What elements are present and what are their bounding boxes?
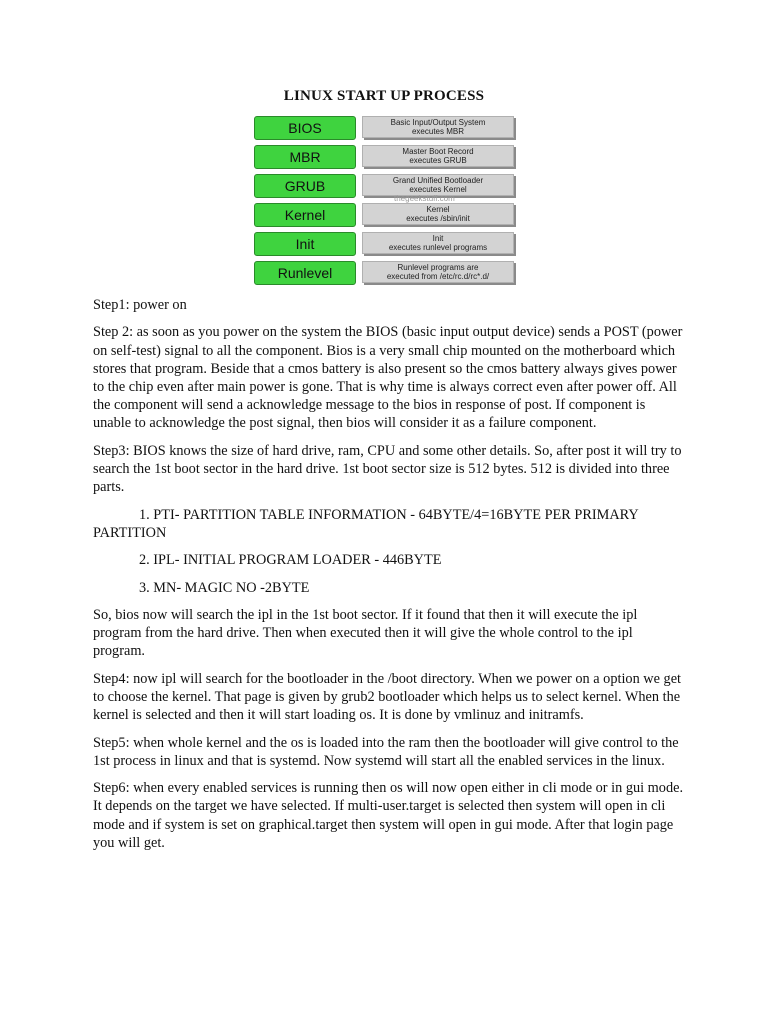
stage-grub: GRUB (254, 174, 356, 198)
paragraph-step4: Step4: now ipl will search for the bootloader in the /boot directory. When we power on a option we get to choose the kernel. That page is given by grub2 bootloader which helps us to select kernel. When the kernel is selected and then it will start loading os. It is done by vmlinuz and initramfs. (93, 670, 682, 724)
document-body (93, 296, 683, 861)
paragraph-step6: Step6: when every enabled services is running then os will now open either in cli mode or in gui mode. It depends on the target we have selected. If multi-user.target is selected then system will open in cli mode and if system is set on graphical.target then system will open in gui mode. After that login page you will get. (93, 780, 684, 851)
stage-mbr: MBR (254, 145, 356, 169)
diagram-row-grub (252, 174, 518, 198)
stage-runlevel-desc: Runlevel programs are executed from /etc/rc.d/rc*.d/ (362, 261, 514, 283)
stage-runlevel: Runlevel (254, 261, 356, 285)
paragraph-step2: Step 2: as soon as you power on the system the BIOS (basic input output device) sends a POST (power on self-test) signal to all the component. Bios is a very small chip mounted on the motherboard which stores that program. Beside that a cmos battery is also present so the cmos battery always gives power to the chip even after main power is gone. That is why time is always correct even after power off. All the component will send a acknowledge message to the bios in response of post. If component is unable to acknowledge the post signal, then bios will consider it as a failure component. (93, 324, 683, 432)
stage-kernel-desc: Kernel executes /sbin/init (362, 203, 514, 225)
diagram-watermark: thegeekstuff.com (394, 194, 455, 203)
stage-kernel: Kernel (254, 203, 356, 227)
diagram-row-init (252, 232, 518, 256)
stage-grub-desc: Grand Unified Bootloader executes Kernel (362, 174, 514, 196)
stage-init-desc: Init executes runlevel programs (362, 232, 514, 254)
stage-mbr-desc: Master Boot Record executes GRUB (362, 145, 514, 167)
paragraph-step3: Step3: BIOS knows the size of hard drive, ram, CPU and some other details. So, after post it will try to search the 1st boot sector in the hard drive. 1st boot sector size is 512 bytes. 512 is divided into three parts. (93, 442, 682, 496)
diagram-row-bios (252, 116, 518, 140)
stage-bios-desc: Basic Input/Output System executes MBR (362, 116, 514, 138)
paragraph-step1: Step1: power on (93, 297, 187, 313)
paragraph-step5: Step5: when whole kernel and the os is loaded into the ram then the bootloader will give control to the 1st process in linux and that is systemd. Now systemd will start all the enabled services in the linux. (93, 734, 679, 769)
diagram-row-kernel (252, 203, 518, 227)
stage-init: Init (254, 232, 356, 256)
stage-bios: BIOS (254, 116, 356, 140)
list-item-ipl: 2. IPL- INITIAL PROGRAM LOADER - 446BYTE (139, 552, 442, 569)
list-item-mn: 3. MN- MAGIC NO -2BYTE (139, 579, 310, 596)
diagram-row-mbr (252, 145, 518, 169)
diagram-row-runlevel (252, 261, 518, 285)
page-title: LINUX START UP PROCESS (283, 88, 485, 104)
paragraph-ipl-search: So, bios now will search the ipl in the 1st boot sector. If it found that then it will execute the ipl program from the hard drive. Then when executed then it will give the whole control to the ipl program. (93, 606, 638, 660)
boot-process-diagram (252, 114, 518, 289)
list-item-pti: 1. PTI- PARTITION TABLE INFORMATION - 64BYTE/4=16BYTE PER PRIMARY PARTITION (93, 506, 639, 541)
